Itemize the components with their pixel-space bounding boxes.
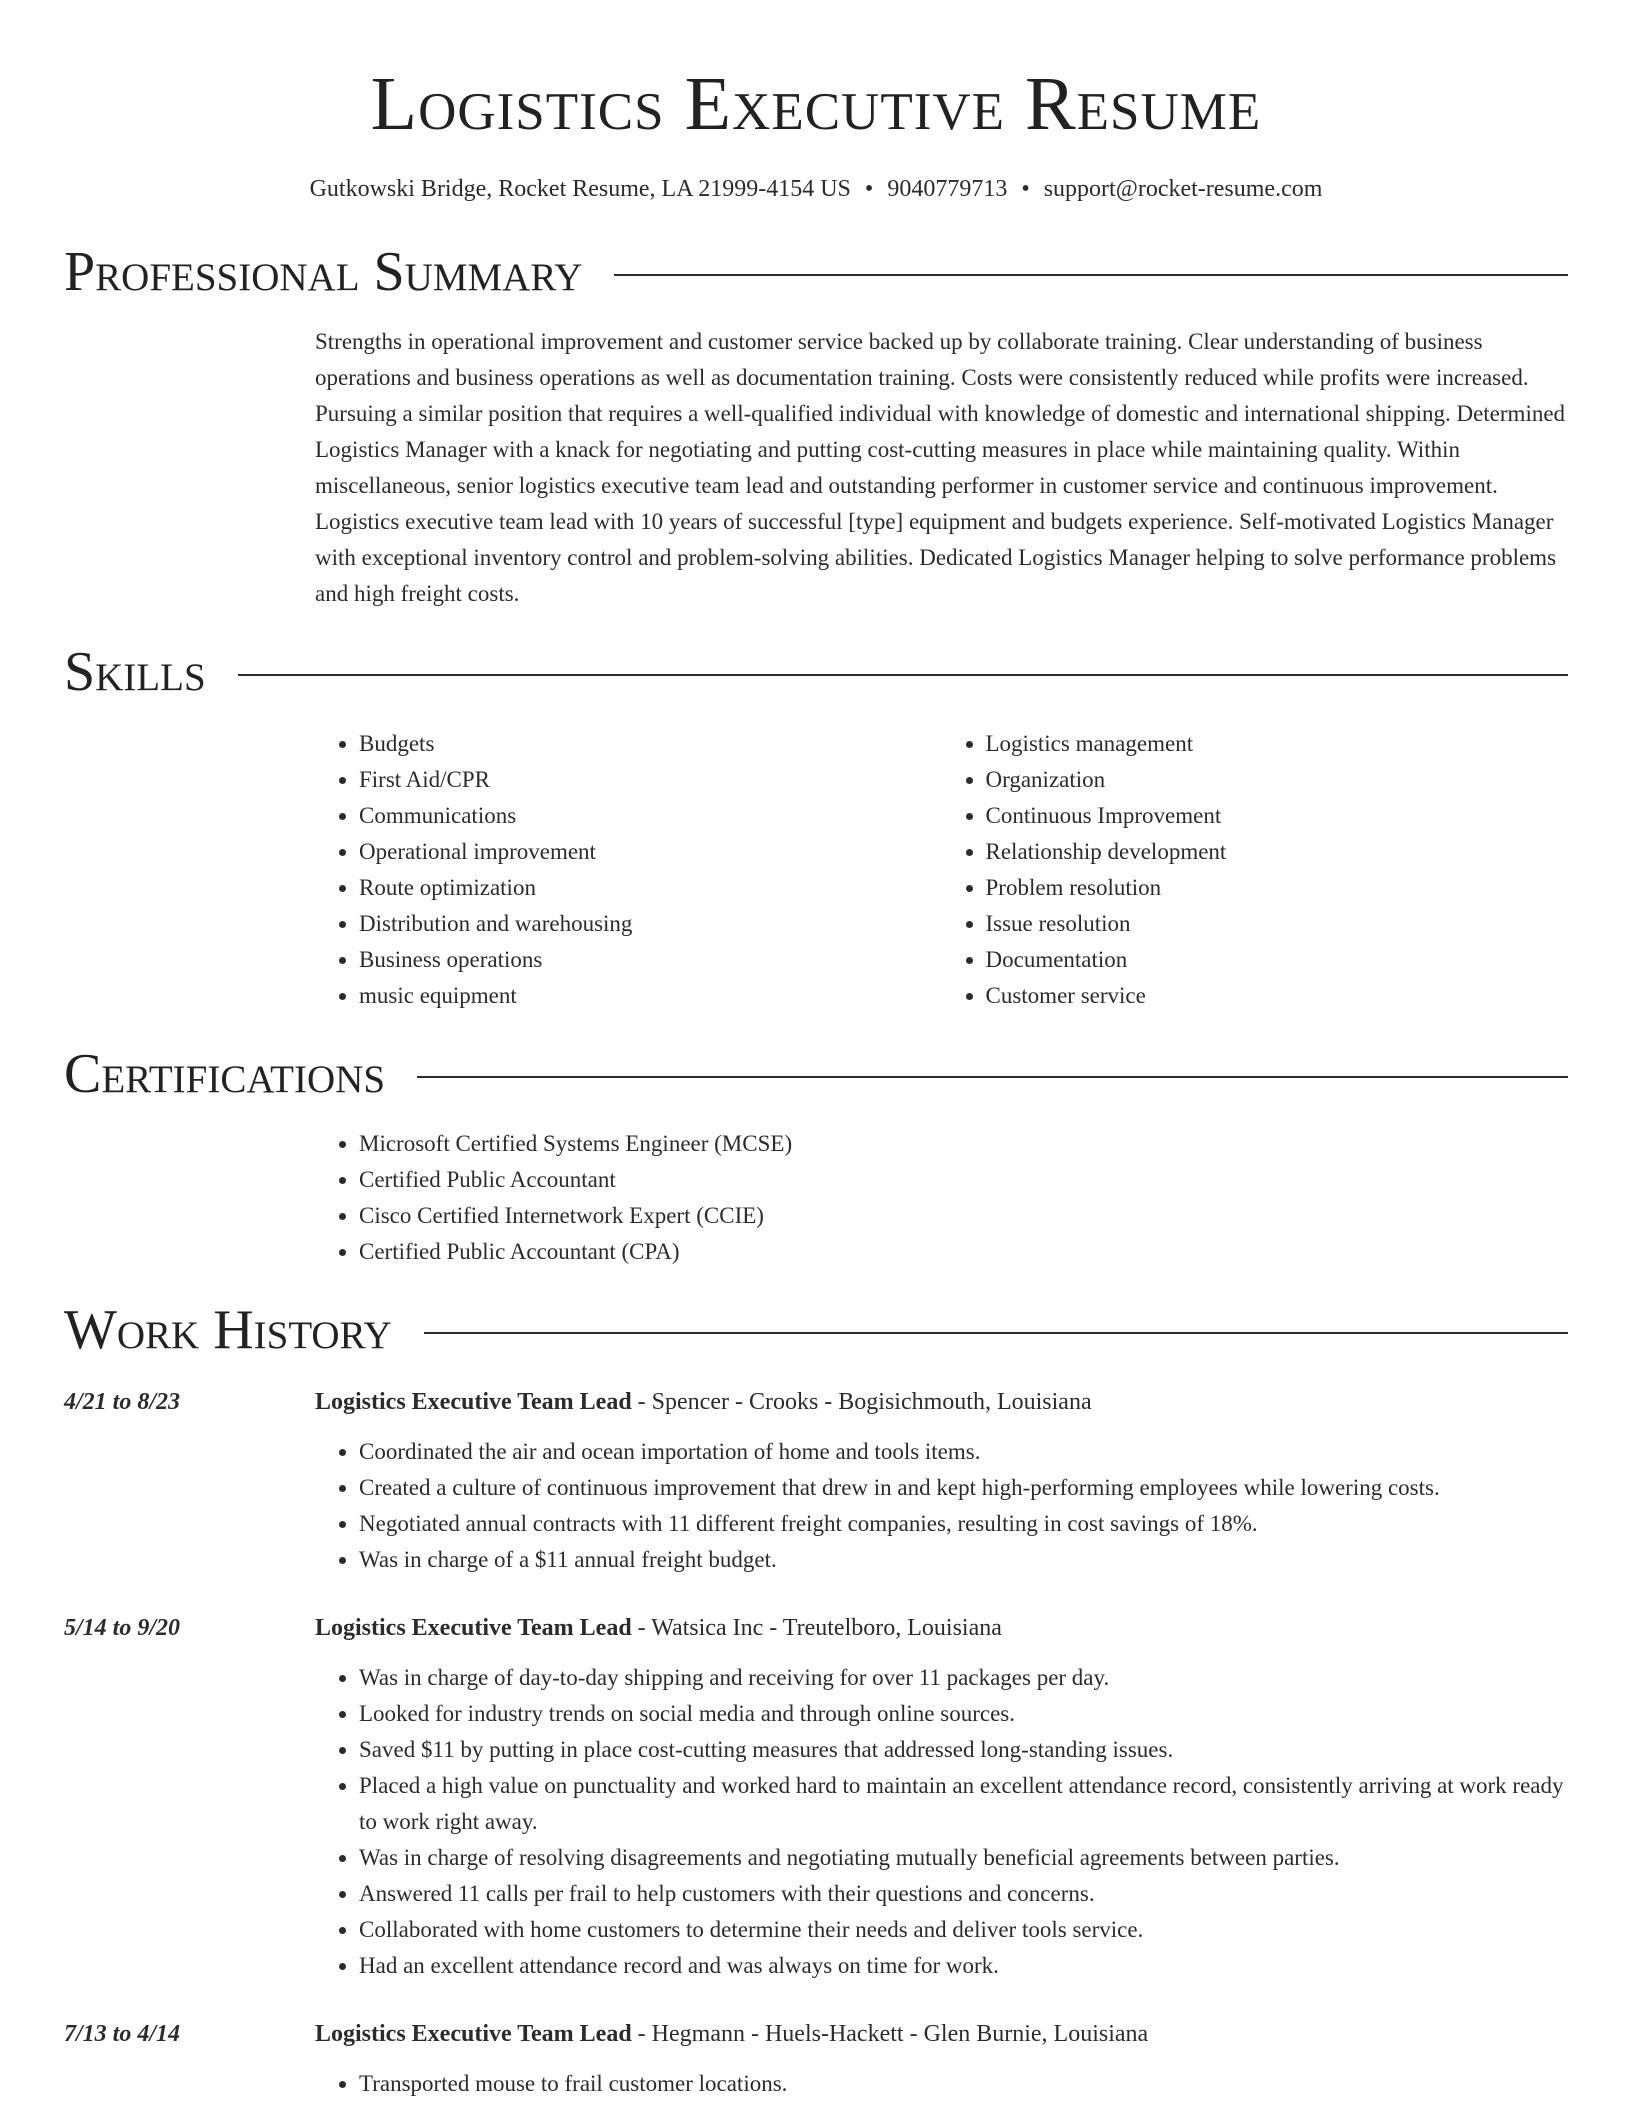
job-company-location: - Spencer - Crooks - Bogisichmouth, Louisiana — [631, 1389, 1092, 1415]
skill-item: • Documentation — [986, 942, 1569, 978]
job-header — [315, 1610, 1568, 1646]
summary-body — [315, 324, 1568, 612]
certifications-heading: Certifications — [64, 1043, 386, 1105]
summary-section — [64, 242, 1568, 612]
skill-item: • Communications — [359, 798, 942, 834]
certifications-body — [315, 1126, 1568, 1270]
job-bullet: • Had an excellent attendance record and was always on time for work. — [359, 1948, 1568, 1984]
section-divider — [417, 1076, 1568, 1078]
job-bullets — [315, 1660, 1568, 1984]
section-divider — [614, 274, 1568, 276]
skill-item: • Budgets — [359, 726, 942, 762]
skill-item: • Logistics management — [986, 726, 1569, 762]
contact-separator: • — [1021, 176, 1030, 202]
job-role: Logistics Executive Team Lead — [315, 2021, 632, 2047]
job-entry — [64, 1384, 1568, 1578]
skills-list-left — [315, 726, 942, 1014]
work-history-section — [64, 1300, 1568, 2102]
skill-item: • Business operations — [359, 942, 942, 978]
skill-item: • Organization — [986, 762, 1569, 798]
job-bullet: • Negotiated annual contracts with 11 different freight companies, resulting in cost savings of 18%. — [359, 1506, 1568, 1542]
job-bullet: • Placed a high value on punctuality and worked hard to maintain an excellent attendance record, consistently arriving at work ready to work right away. — [359, 1768, 1568, 1840]
certification-item: • Cisco Certified Internetwork Expert (CCIE) — [359, 1198, 1568, 1234]
job-company-location: - Hegmann - Huels-Hackett - Glen Burnie, Louisiana — [631, 2021, 1149, 2047]
contact-separator: • — [864, 176, 874, 202]
summary-heading: Professional Summary — [64, 241, 583, 303]
job-bullet: • Created a culture of continuous improvement that drew in and kept high-performing employees while lowering costs. — [359, 1470, 1568, 1506]
certifications-heading-row — [64, 1044, 1568, 1104]
job-entry — [64, 1610, 1568, 1984]
skill-item: • Issue resolution — [986, 906, 1569, 942]
work-history-heading-row — [64, 1300, 1568, 1360]
summary-heading-row — [64, 242, 1568, 302]
skill-item: • Relationship development — [986, 834, 1569, 870]
certification-item: • Certified Public Accountant (CPA) — [359, 1234, 1568, 1270]
skill-item: • Customer service — [986, 978, 1569, 1014]
certifications-section — [64, 1044, 1568, 1270]
skill-item: • Distribution and warehousing — [359, 906, 942, 942]
job-bullets — [315, 2066, 1568, 2102]
job-dates: 4/21 to 8/23 — [64, 1389, 181, 1415]
skill-item: • Operational improvement — [359, 834, 942, 870]
section-divider — [238, 674, 1568, 676]
skills-heading-row — [64, 642, 1568, 702]
job-bullet: • Was in charge of day-to-day shipping and receiving for over 11 packages per day. — [359, 1660, 1568, 1696]
certification-item: • Microsoft Certified Systems Engineer (MCSE) — [359, 1126, 1568, 1162]
job-bullet: • Answered 11 calls per frail to help customers with their questions and concerns. — [359, 1876, 1568, 1912]
job-bullet: • Saved $11 by putting in place cost-cutting measures that addressed long-standing issues. — [359, 1732, 1568, 1768]
contact-address: Gutkowski Bridge, Rocket Resume, LA 21999-4154 US — [309, 176, 851, 202]
work-history-heading: Work History — [64, 1299, 392, 1361]
resume-title: Logistics Executive Resume — [370, 62, 1262, 146]
job-bullet: • Was in charge of resolving disagreements and negotiating mutually beneficial agreements between parties. — [359, 1840, 1568, 1876]
certifications-list — [315, 1126, 1568, 1270]
contact-email: support@rocket-resume.com — [1043, 176, 1323, 202]
job-role: Logistics Executive Team Lead — [315, 1615, 632, 1641]
job-role: Logistics Executive Team Lead — [315, 1389, 632, 1415]
skill-item: • First Aid/CPR — [359, 762, 942, 798]
job-bullet: • Transported mouse to frail customer locations. — [359, 2066, 1568, 2102]
skills-heading: Skills — [64, 641, 206, 703]
skill-item: • music equipment — [359, 978, 942, 1014]
summary-text: Strengths in operational improvement and customer service backed up by collaborate training. Clear understanding of business operations and business operations as well as documentation training. Costs were consistently reduced while profits were increased. Pursuing a similar position that requires a well-qualified individual with knowledge of domestic and international shipping. Determined Logistics Manager with a knack for negotiating and putting cost-cutting measures in place while maintaining quality. Within miscellaneous, senior logistics executive team lead and outstanding performer in customer service and continuous improvement. Logistics executive team lead with 10 years of successful [type] equipment and budgets experience. Self-motivated Logistics Manager with exceptional inventory control and problem-solving abilities. Dedicated Logistics Manager helping to solve performance problems and high freight costs. — [315, 329, 1566, 606]
contact-line — [64, 174, 1568, 204]
resume-page — [64, 0, 1568, 2102]
skills-grid — [315, 726, 1568, 1014]
contact-phone: 9040779713 — [887, 176, 1008, 202]
skill-item: • Problem resolution — [986, 870, 1569, 906]
skills-section — [64, 642, 1568, 1014]
job-header — [315, 2016, 1568, 2052]
section-divider — [424, 1332, 1568, 1334]
skill-item: • Continuous Improvement — [986, 798, 1569, 834]
job-bullet: • Was in charge of a $11 annual freight budget. — [359, 1542, 1568, 1578]
job-company-location: - Watsica Inc - Treutelboro, Louisiana — [631, 1615, 1002, 1641]
skill-item: • Route optimization — [359, 870, 942, 906]
job-bullet: • Looked for industry trends on social media and through online sources. — [359, 1696, 1568, 1732]
job-dates: 7/13 to 4/14 — [64, 2021, 181, 2047]
job-bullets — [315, 1434, 1568, 1578]
skills-list-right — [942, 726, 1569, 1014]
certification-item: • Certified Public Accountant — [359, 1162, 1568, 1198]
job-dates: 5/14 to 9/20 — [64, 1615, 181, 1641]
job-header — [315, 1384, 1568, 1420]
job-entry — [64, 2016, 1568, 2102]
job-bullet: • Coordinated the air and ocean importation of home and tools items. — [359, 1434, 1568, 1470]
job-bullet: • Collaborated with home customers to determine their needs and deliver tools service. — [359, 1912, 1568, 1948]
